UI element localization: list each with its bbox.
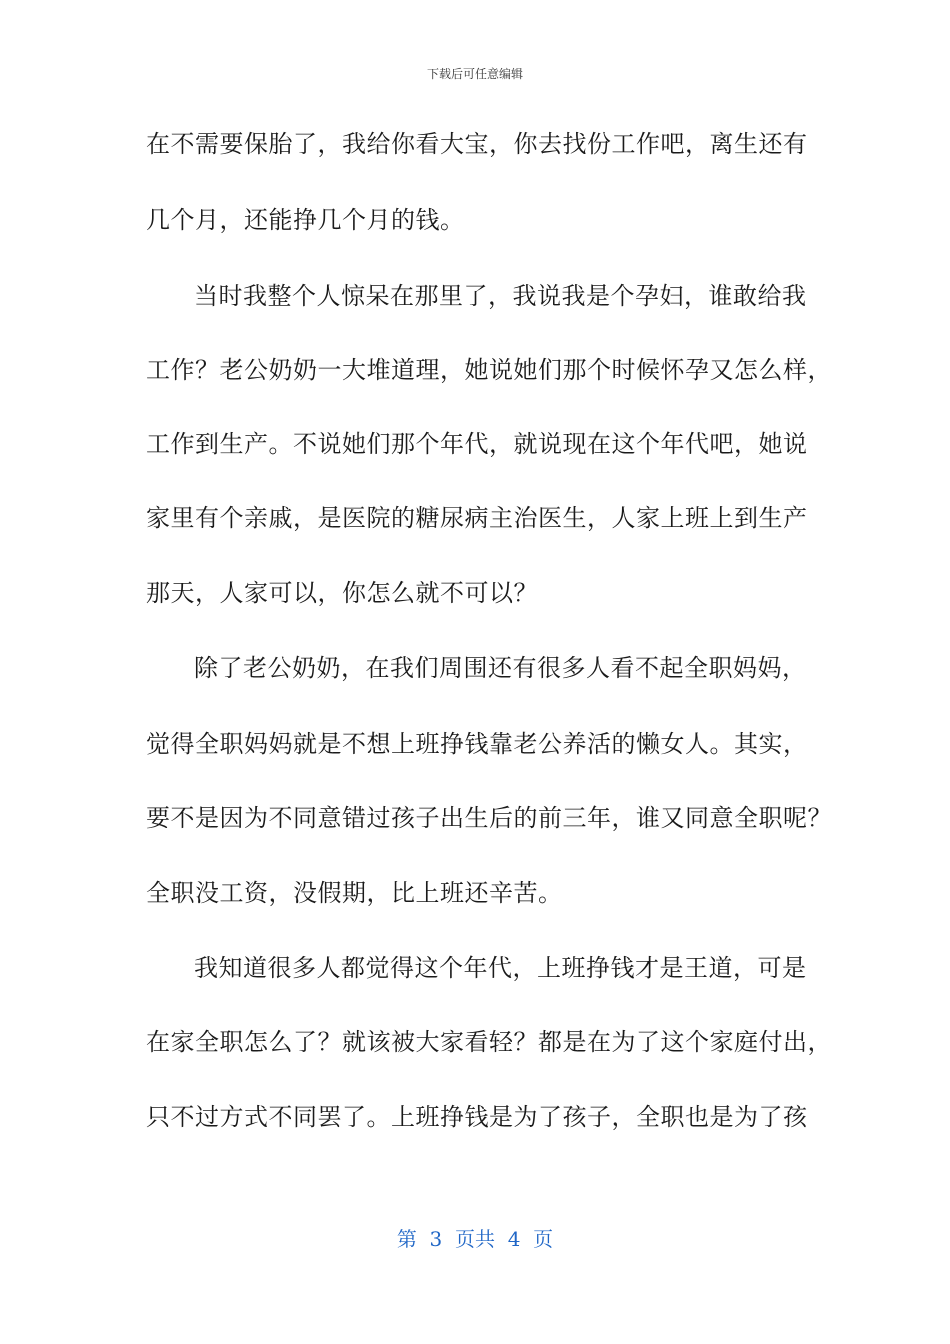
text-line: 那天，人家可以，你怎么就不可以？ xyxy=(146,579,538,607)
text-line: 只不过方式不同罢了。上班挣钱是为了孩子，全职也是为了孩 xyxy=(146,1103,808,1131)
text-line: 觉得全职妈妈就是不想上班挣钱靠老公养活的懒女人。其实， xyxy=(146,730,808,758)
text-line: 在家全职怎么了？就该被大家看轻？都是在为了这个家庭付出， xyxy=(146,1028,832,1056)
text-line: 要不是因为不同意错过孩子出生后的前三年，谁又同意全职呢？ xyxy=(146,804,832,832)
page-header-note: 下载后可任意编辑 xyxy=(426,67,523,81)
page-number-footer: 第 3 页共 4 页 xyxy=(396,1227,554,1251)
text-line: 当时我整个人惊呆在那里了，我说我是个孕妇，谁敢给我 xyxy=(194,282,807,310)
text-line: 工作到生产。不说她们那个年代，就说现在这个年代吧，她说 xyxy=(146,430,808,458)
text-line: 我知道很多人都觉得这个年代，上班挣钱才是王道，可是 xyxy=(194,954,807,982)
text-line: 工作？老公奶奶一大堆道理，她说她们那个时候怀孕又怎么样， xyxy=(146,356,832,384)
text-line: 全职没工资，没假期，比上班还辛苦。 xyxy=(146,879,563,907)
text-line: 家里有个亲戚，是医院的糖尿病主治医生，人家上班上到生产 xyxy=(146,504,808,532)
text-line: 除了老公奶奶，在我们周围还有很多人看不起全职妈妈， xyxy=(194,654,807,682)
text-line: 几个月，还能挣几个月的钱。 xyxy=(146,206,465,234)
text-line: 在不需要保胎了，我给你看大宝，你去找份工作吧，离生还有 xyxy=(146,130,808,158)
